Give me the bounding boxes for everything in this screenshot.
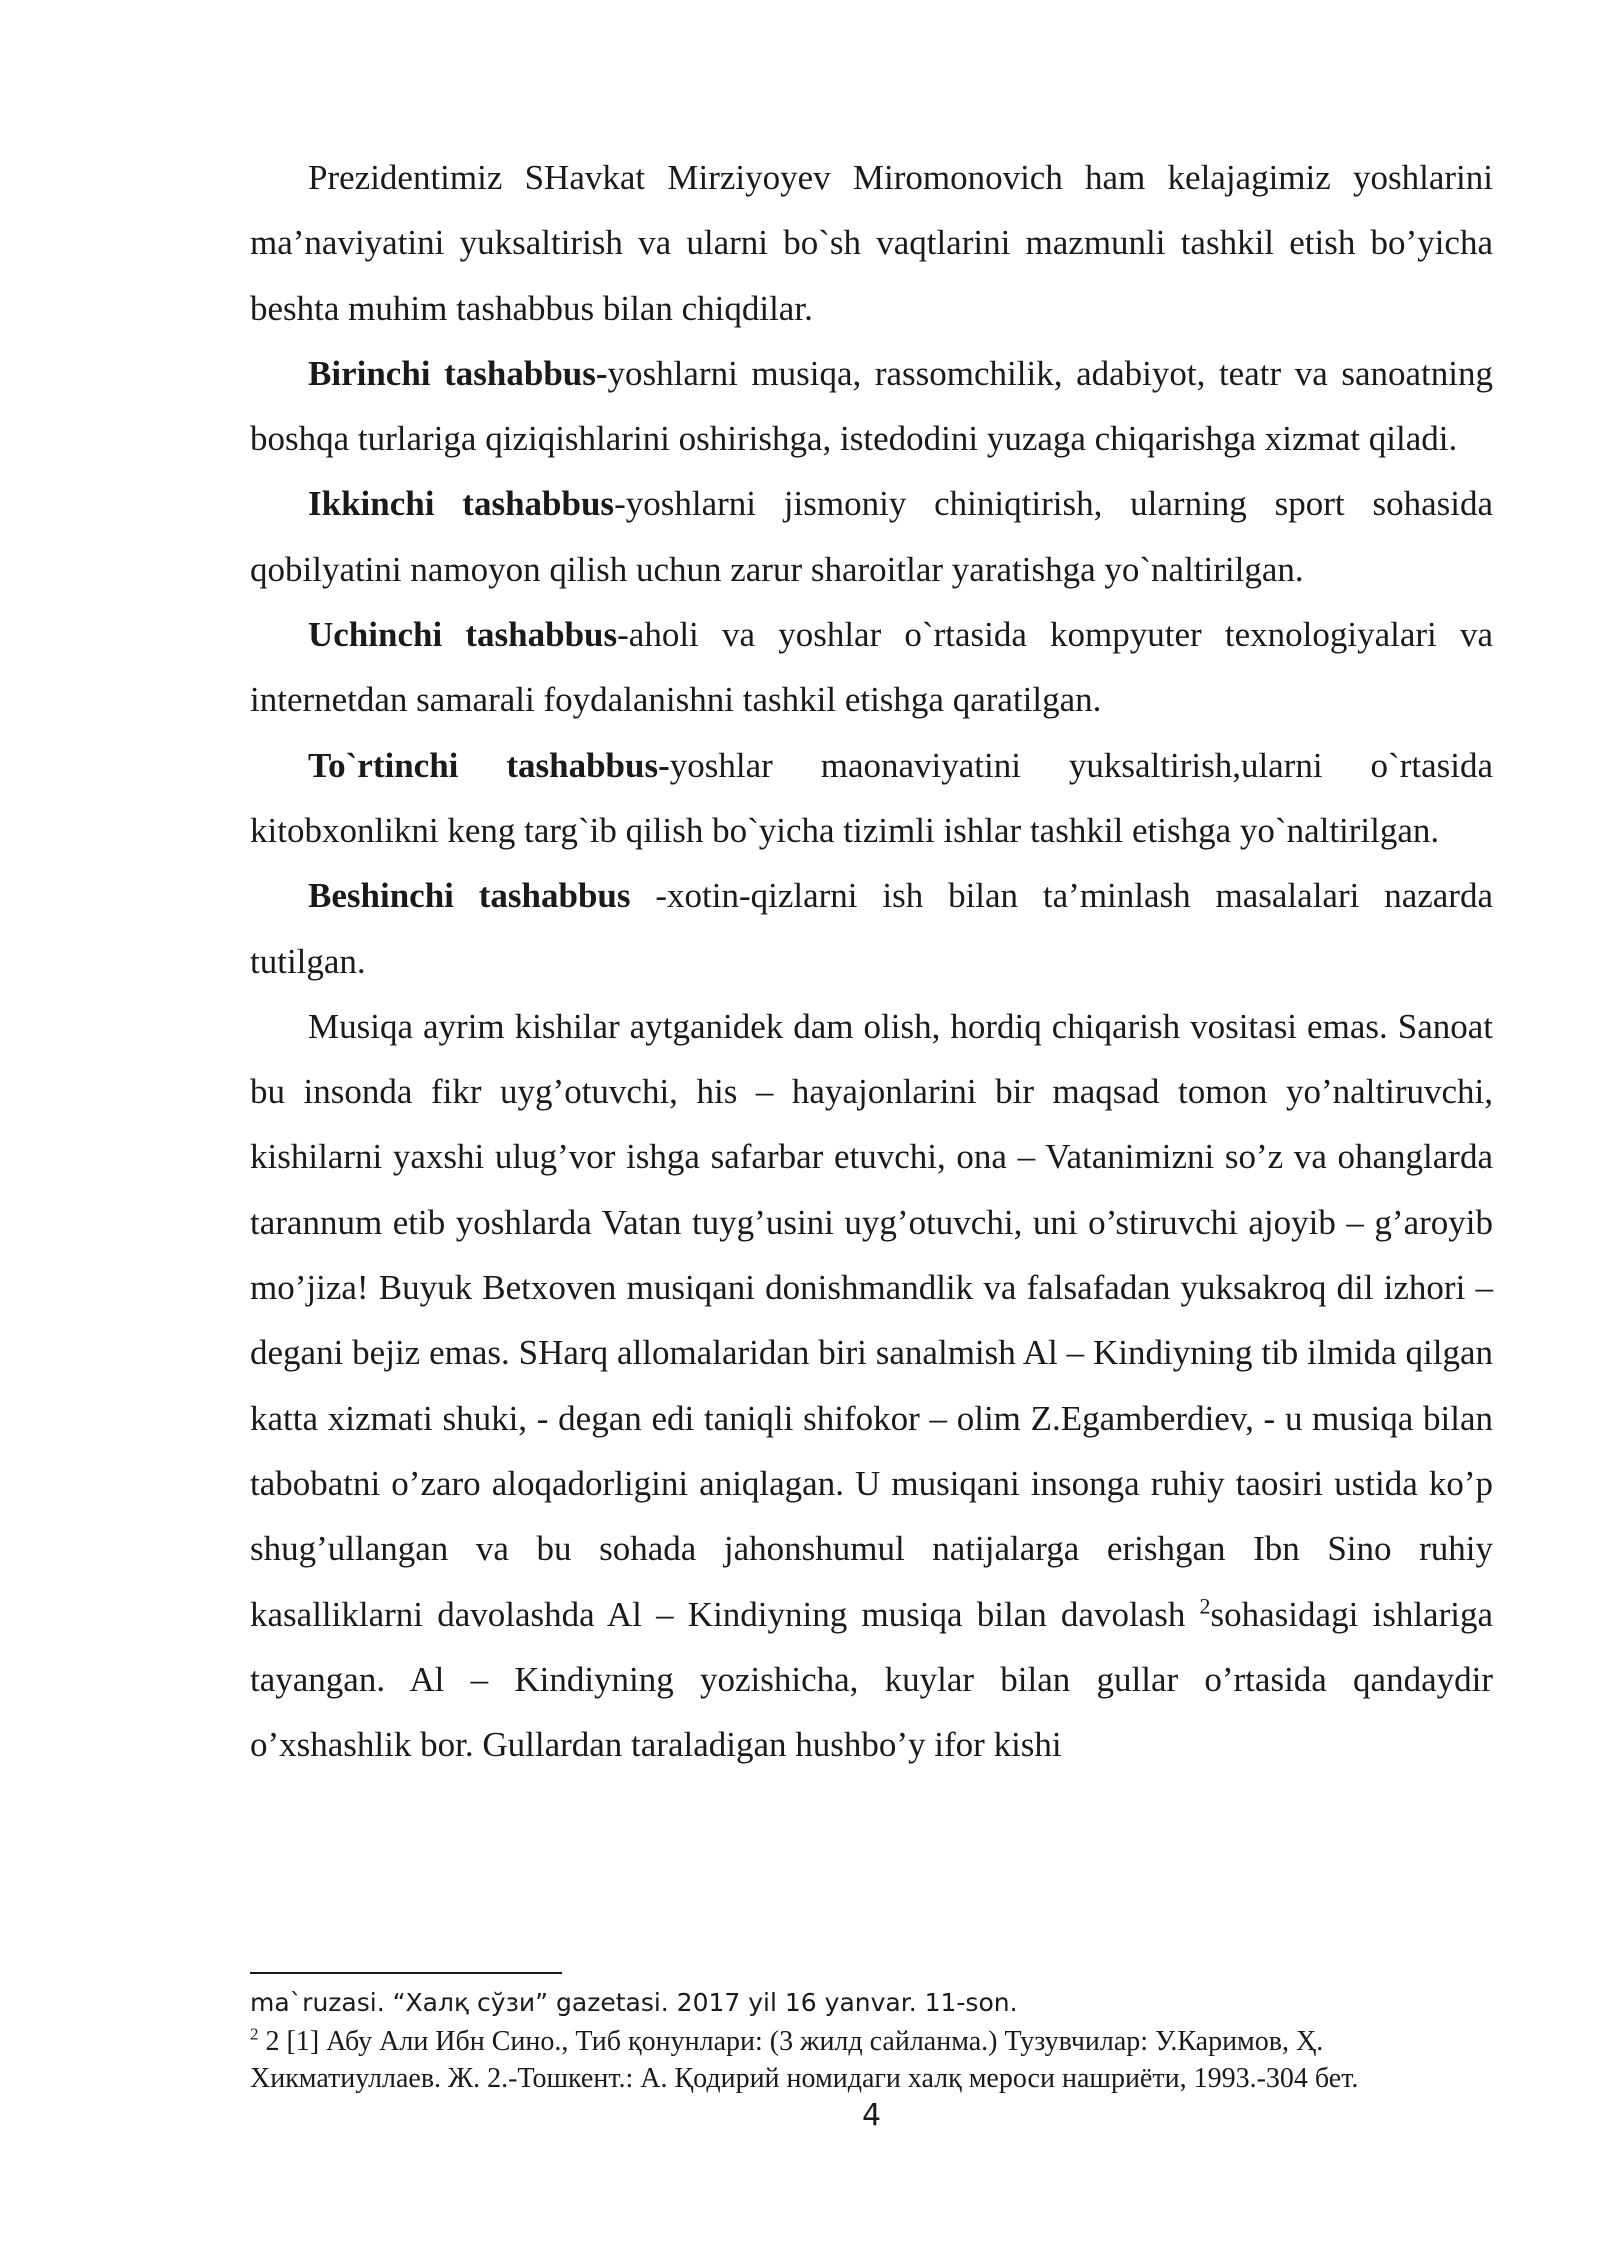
page-number: 4: [861, 2098, 882, 2133]
footnote-2: [250, 2023, 1493, 2097]
paragraph-text: -xotin-qizlarni ish bilan ta’minlash masalalari nazarda tutilgan.: [250, 876, 1493, 981]
paragraph-second-initiative: [250, 471, 1493, 602]
paragraph-text: yoshlarni musiqa, rassomchilik, adabiyot, teatr va sanoatning boshqa turlariga qiziqishlarini oshirishga, istedodini yuzaga chiqarishga xizmat qiladi.: [250, 353, 1494, 459]
footnote-continuation: ma`ruzasi. “Халқ сўзи” gazetasi. 2017 yil 16 yanvar. 11-son.: [250, 1988, 1018, 2017]
paragraph-text-continued: sohasidagi ishlariga tayangan. Al – Kindiyning yozishicha, kuylar bilan gullar o’rtasida qandaydir o’xshashlik bor. Gullardan taraladigan hushbo’y ifor kishi: [250, 1594, 1494, 1765]
paragraph-lead: Ikkinchi tashabbus: [308, 484, 615, 524]
paragraph-third-initiative: [250, 602, 1493, 733]
footnote-separator: [250, 1972, 562, 1974]
footnote-reference: 2: [1199, 1592, 1211, 1618]
paragraph-intro: [250, 145, 1493, 341]
paragraph-text: yoshlar maonaviyatini yuksaltirish,ularni o`rtasida kitobxonlikni keng targ`ib qilish bo`yicha tizimli ishlar tashkil etishga yo`naltirilgan.: [250, 745, 1493, 850]
paragraph-first-initiative: [250, 341, 1493, 472]
paragraph-music: [250, 994, 1493, 1778]
paragraph-text: Prezidentimiz SHavkat Mirziyoyev Miromonovich ham kelajagimiz yoshlarini ma’naviyatini yuksaltirish va ularni bo`sh vaqtlarini mazmunli tashkil etish bo’yicha beshta muhim tashabbus bilan chiqdilar.: [250, 158, 1493, 328]
paragraph-lead: Beshinchi tashabbus: [308, 876, 631, 916]
paragraph-lead: Uchinchi tashabbus: [308, 615, 618, 655]
paragraph-fourth-initiative: [250, 733, 1493, 864]
body-text: [250, 145, 1493, 1777]
paragraph-text: -aholi va yoshlar o`rtasida kompyuter texnologiyalari va internetdan samarali foydalanishni tashkil etishga qaratilgan.: [250, 615, 1493, 720]
paragraph-fifth-initiative: [250, 863, 1493, 994]
paragraph-lead: Birinchi tashabbus-: [308, 353, 608, 393]
footnote-number: 2: [250, 2024, 259, 2044]
footnote-text: 2 [1] Абу Али Ибн Сино., Тиб қонунлари: (3 жилд сайланма.) Тузувчилар: У.Каримов, Ҳ. Хикматиуллаев. Ж. 2.-Тошкент.: А. Қодирий номидаги халқ мероси нашриёти, 1993.-304 бет.: [250, 2026, 1359, 2094]
paragraph-text: -yoshlarni jismoniy chiniqtirish, ularning sport sohasida qobilyatini namoyon qilish uchun zarur sharoitlar yaratishga yo`naltirilgan.: [250, 484, 1493, 589]
paragraph-lead: To`rtinchi tashabbus-: [308, 745, 670, 785]
paragraph-text: Musiqa ayrim kishilar aytganidek dam olish, hordiq chiqarish vositasi emas. Sanoat bu insonda fikr uyg’otuvchi, his – hayajonlarini bir maqsad tomon yo’naltiruvchi, kishilarni yaxshi ulug’vor ishga safarbar etuvchi, ona – Vatanimizni so’z va ohanglarda tarannum etib yoshlarda Vatan tuyg’usini uyg’otuvchi, uni o’stiruvchi ajoyib – g’aroyib mo’jiza! Buyuk Betxoven musiqani donishmandlik va falsafadan yuksakroq dil izhori – degani bejiz emas. SHarq allomalaridan biri sanalmish Al – Kindiyning tib ilmida qilgan katta xizmati shuki, - degan edi taniqli shifokor – olim Z.Egamberdiev, - u musiqa bilan tabobatni o’zaro aloqadorligini aniqlagan. U musiqani insonga ruhiy taosiri ustida ko’p shug’ullangan va bu sohada jahonshumul natijalarga erishgan Ibn Sino ruhiy kasalliklarni davolashda Al – Kindiyning musiqa bilan davolash: [250, 1006, 1493, 1634]
footnotes: [250, 1983, 1493, 2097]
